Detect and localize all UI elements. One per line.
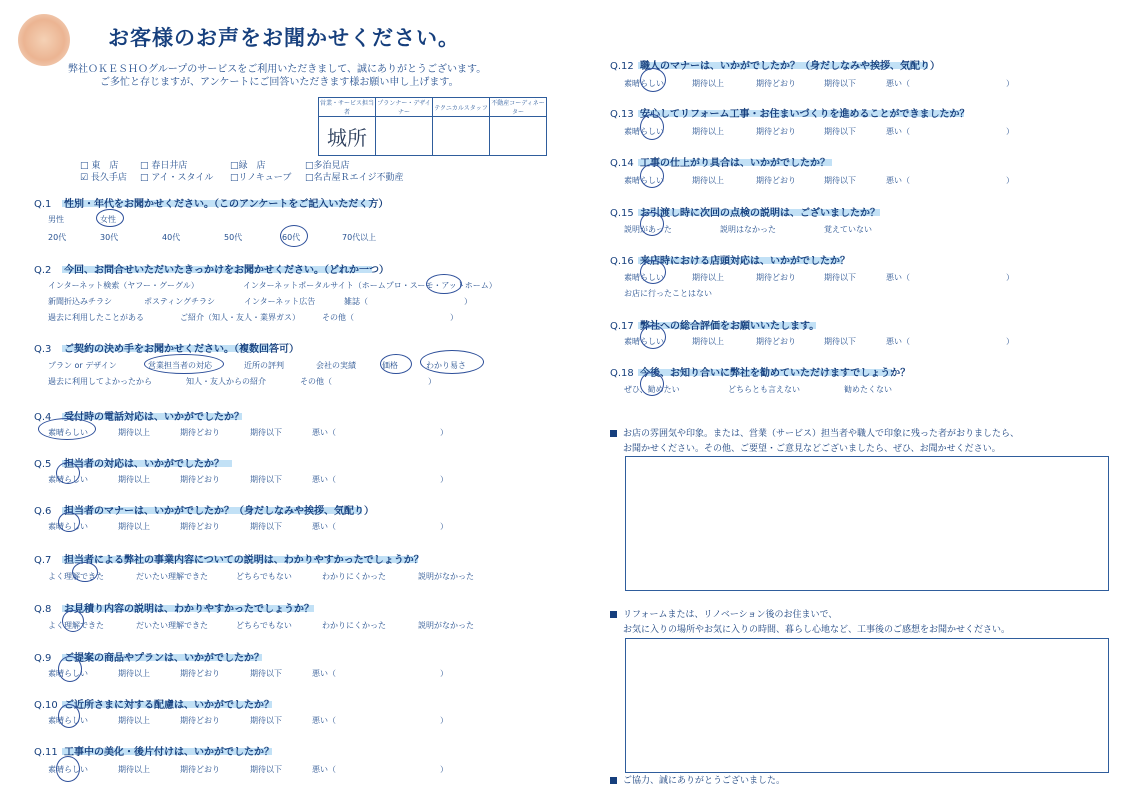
question-q7: Q.7 担当者による弊社の事業内容についての説明は、わかりやすかったでしょうか？ — [34, 555, 424, 566]
opt-expected[interactable]: 期待どおり — [180, 522, 220, 531]
q1-opt-female[interactable]: 女性 — [100, 215, 116, 224]
opt-expected[interactable]: 期待どおり — [180, 716, 220, 725]
q2-opt-other[interactable]: その他（ ） — [322, 313, 458, 322]
page-title: お客様のお声をお聞かせください。 — [108, 26, 460, 50]
opt-none[interactable]: 説明がなかった — [418, 572, 474, 581]
q1-options-age — [48, 232, 376, 243]
answer-circle — [96, 209, 124, 227]
opt-below[interactable]: 期待以下 — [250, 765, 282, 774]
opt-excellent[interactable]: 素晴らしい — [48, 428, 88, 437]
bullet-square-icon — [610, 777, 617, 784]
question-q2: Q.2 今回、お問合せいただいたきっかけをお聞かせください。（どれか一つ） — [34, 265, 389, 276]
q2-opt-referral[interactable]: ご紹介（知人・友人・業界ガス） — [180, 313, 300, 322]
opt-mostly[interactable]: だいたい理解できた — [136, 572, 208, 581]
opt-above[interactable]: 期待以上 — [118, 765, 150, 774]
answer-circle — [640, 325, 666, 349]
opt-bad[interactable]: 悪い（ ） — [312, 716, 448, 725]
q2-opt-magazine[interactable]: 雑誌（ ） — [344, 297, 472, 306]
opt-excellent[interactable]: 素晴らしい — [48, 716, 88, 725]
opt-above[interactable]: 期待以上 — [692, 79, 724, 88]
q1-opt-40s[interactable]: 40代 — [162, 233, 181, 242]
opt-bad[interactable]: 悪い（ ） — [886, 337, 1014, 346]
opt-excellent[interactable]: 素晴らしい — [624, 127, 664, 136]
q17-options — [624, 336, 1014, 347]
q3-opt-clarity[interactable]: わかり易さ — [426, 361, 466, 370]
opt-excellent[interactable]: 素晴らしい — [624, 337, 664, 346]
opt-understood[interactable]: よく理解できた — [48, 621, 104, 630]
question-q11: Q.11 工事中の美化・後片付けは、いかがでしたか？ — [34, 747, 274, 758]
answer-circle — [56, 756, 80, 782]
answer-circle — [58, 704, 80, 728]
opt-bad[interactable]: 悪い（ ） — [312, 765, 448, 774]
answer-circle — [640, 372, 664, 396]
opt-none[interactable]: 説明がなかった — [418, 621, 474, 630]
answer-circle — [640, 260, 666, 284]
staff-cell-realestate[interactable] — [490, 117, 547, 156]
q3-opt-plan[interactable]: プラン or デザイン — [48, 361, 117, 370]
free-text-1-box[interactable] — [625, 456, 1109, 591]
opt-unclear[interactable]: わかりにくかった — [322, 621, 386, 630]
opt-understood[interactable]: よく理解できた — [48, 572, 104, 581]
opt-below[interactable]: 期待以下 — [250, 716, 282, 725]
opt-excellent[interactable]: 素晴らしい — [624, 79, 664, 88]
q12-options — [624, 78, 1014, 89]
opt-recommend[interactable]: ぜひ、勧めたい — [624, 385, 680, 394]
question-q5: Q.5 担当者の対応は、いかがでしたか？ — [34, 459, 224, 470]
staff-header-realestate: 不動産コーディネーター — [490, 98, 547, 117]
opt-neither[interactable]: どちらでもない — [236, 572, 292, 581]
question-q4: Q.4 受付時の電話対応は、いかがでしたか？ — [34, 412, 244, 423]
store-higashi[interactable]: □ 東 店 — [80, 161, 119, 171]
opt-bad[interactable]: 悪い（ ） — [312, 669, 448, 678]
q7-options — [48, 571, 474, 582]
staff-cell-technical[interactable] — [433, 117, 490, 156]
q16-option-never[interactable]: お店に行ったことはない — [624, 289, 712, 298]
answer-circle — [640, 68, 666, 92]
free-text-2-prompt: リフォームまたは、リノベーション後のお住まいで、 お気に入りの場所やお気に入りの時間、暮らし心地など、工事後のご感想をお聞かせください。 — [610, 608, 1010, 638]
store-tajimi[interactable]: □多治見店 — [305, 161, 350, 171]
opt-below[interactable]: 期待以下 — [250, 428, 282, 437]
answer-circle — [58, 656, 82, 682]
opt-excellent[interactable]: 素晴らしい — [48, 475, 88, 484]
opt-unclear[interactable]: わかりにくかった — [322, 572, 386, 581]
staff-header-planner: プランナー・デザイナー — [376, 98, 433, 117]
bullet-square-icon — [610, 430, 617, 437]
q2-options-row3 — [48, 312, 458, 323]
q10-options — [48, 715, 448, 726]
question-q17: Q.17 弊社への総合評価をお願いいたします。 — [610, 321, 820, 332]
bullet-square-icon — [610, 611, 617, 618]
opt-bad[interactable]: 悪い（ ） — [312, 475, 448, 484]
q3-opt-reputation[interactable]: 近所の評判 — [244, 361, 284, 370]
opt-dont-remember[interactable]: 覚えていない — [824, 225, 872, 234]
opt-not-explained[interactable]: 説明はなかった — [720, 225, 776, 234]
opt-above[interactable]: 期待以上 — [692, 127, 724, 136]
opt-below[interactable]: 期待以下 — [250, 522, 282, 531]
staff-header-technical: テクニカルスタッフ — [433, 98, 490, 117]
store-renocube[interactable]: □リノキューブ — [230, 173, 292, 183]
answer-circle — [38, 418, 96, 440]
opt-below[interactable]: 期待以下 — [824, 273, 856, 282]
opt-expected[interactable]: 期待どおり — [756, 176, 796, 185]
opt-neutral[interactable]: どちらとも言えない — [728, 385, 800, 394]
q8-options — [48, 620, 474, 631]
answer-circle — [144, 354, 224, 374]
opt-above[interactable]: 期待以上 — [118, 716, 150, 725]
opt-above[interactable]: 期待以上 — [118, 669, 150, 678]
answer-circle — [62, 610, 84, 632]
q1-opt-30s[interactable]: 30代 — [100, 233, 119, 242]
question-q18: Q.18 今後、お知り合いに弊社を勧めていただけますでしょうか？ — [610, 368, 911, 379]
answer-circle — [380, 354, 412, 374]
question-q8: Q.8 お見積り内容の説明は、わかりやすかったでしょうか？ — [34, 604, 314, 615]
store-kasugai[interactable]: □ 春日井店 — [140, 161, 188, 171]
free-text-1-prompt: お店の雰囲気や印象。または、営業（サービス）担当者や職人で印象に残った者がおりましたら、 お聞かせください。その他、ご要望・ご意見などございましたら、ぜひ、お聞かせください。 — [610, 427, 1019, 457]
opt-excellent[interactable]: 素晴らしい — [624, 176, 664, 185]
question-q12: Q.12 職人のマナーは、いかがでしたか？（身だしなみや挨拶、気配り） — [610, 61, 940, 72]
q3-opt-past[interactable]: 過去に利用してよかったから — [48, 377, 152, 386]
answer-circle — [420, 350, 484, 374]
question-q16: Q.16 来店時における店頭対応は、いかがでしたか？ — [610, 256, 850, 267]
opt-expected[interactable]: 期待どおり — [756, 337, 796, 346]
opt-above[interactable]: 期待以上 — [692, 273, 724, 282]
q2-options-row2 — [48, 296, 472, 307]
q3-opt-record[interactable]: 会社の実績 — [316, 361, 356, 370]
q2-opt-ad[interactable]: インターネット広告 — [244, 297, 316, 306]
answer-circle — [640, 212, 664, 236]
q14-options — [624, 175, 1014, 186]
q9-options — [48, 668, 448, 679]
opt-expected[interactable]: 期待どおり — [756, 127, 796, 136]
answer-circle — [58, 512, 80, 532]
q2-opt-posting[interactable]: ポスティングチラシ — [144, 297, 216, 306]
q1-opt-50s[interactable]: 50代 — [224, 233, 243, 242]
opt-expected[interactable]: 期待どおり — [180, 475, 220, 484]
opt-bad[interactable]: 悪い（ ） — [886, 273, 1014, 282]
q3-options-row2 — [48, 376, 436, 387]
answer-circle — [640, 164, 664, 188]
opt-above[interactable]: 期待以上 — [118, 428, 150, 437]
question-q13: Q.13 安心してリフォーム工事・お住まいづくりを進めることができましたか？ — [610, 109, 970, 120]
free-text-2-box[interactable] — [625, 638, 1109, 773]
q2-opt-search[interactable]: インターネット検索（ヤフー・グーグル） — [48, 281, 199, 290]
question-q15: Q.15 お引渡し時に次回の点検の説明は、ございましたか？ — [610, 208, 880, 219]
opt-not-recommend[interactable]: 勧めたくない — [844, 385, 892, 394]
question-q10: Q.10 ご近所さまに対する配慮は、いかがでしたか？ — [34, 700, 274, 711]
store-nagoya-rage[interactable]: □名古屋Ｒエイジ不動産 — [305, 173, 404, 183]
opt-excellent[interactable]: 素晴らしい — [48, 522, 88, 531]
question-q6: Q.6 担当者のマナーは、いかがでしたか？（身だしなみや挨拶、気配り） — [34, 506, 374, 517]
opt-bad[interactable]: 悪い（ ） — [886, 79, 1014, 88]
opt-expected[interactable]: 期待どおり — [180, 765, 220, 774]
stamp-seal — [18, 14, 70, 66]
q4-options — [48, 427, 448, 438]
store-aistyle[interactable]: □ アイ・スタイル — [140, 173, 214, 183]
q2-opt-portal[interactable]: インターネットポータルサイト（ホームプロ・スーモ・アットホーム） — [243, 281, 497, 290]
opt-above[interactable]: 期待以上 — [118, 475, 150, 484]
intro-line-1: 弊社ＯＫＥＳＨＯグループのサービスをご利用いただきまして、誠にありがとうございます。 — [68, 64, 487, 75]
q1-opt-male[interactable]: 男性 — [48, 215, 64, 224]
opt-bad[interactable]: 悪い（ ） — [312, 428, 448, 437]
opt-neither[interactable]: どちらでもない — [236, 621, 292, 630]
question-q3: Q.3 ご契約の決め手をお聞かせください。（複数回答可） — [34, 344, 299, 355]
answer-circle — [280, 225, 308, 247]
q18-options — [624, 384, 892, 395]
q1-opt-70s[interactable]: 70代以上 — [342, 233, 377, 242]
opt-above[interactable]: 期待以上 — [692, 337, 724, 346]
staff-table — [318, 97, 547, 156]
opt-below[interactable]: 期待以下 — [250, 669, 282, 678]
q3-opt-sales[interactable]: 営業担当者の対応 — [148, 361, 212, 370]
q3-opt-other[interactable]: その他（ ） — [300, 377, 436, 386]
answer-circle — [426, 274, 462, 294]
staff-cell-sales[interactable] — [319, 117, 376, 156]
opt-below[interactable]: 期待以下 — [824, 79, 856, 88]
opt-below[interactable]: 期待以下 — [824, 337, 856, 346]
opt-excellent[interactable]: 素晴らしい — [48, 765, 88, 774]
staff-cell-planner[interactable] — [376, 117, 433, 156]
intro-line-2: ご多忙と存じますが、アンケートにご回答いただきます様お願い申し上げます。 — [100, 77, 459, 88]
opt-explained[interactable]: 説明があった — [624, 225, 672, 234]
answer-circle — [640, 114, 664, 140]
answer-circle — [72, 562, 98, 582]
q2-opt-newspaper[interactable]: 新聞折込みチラシ — [48, 297, 112, 306]
opt-above[interactable]: 期待以上 — [118, 522, 150, 531]
q11-options — [48, 764, 448, 775]
opt-below[interactable]: 期待以下 — [824, 176, 856, 185]
q1-opt-60s[interactable]: 60代 — [282, 233, 301, 242]
opt-bad[interactable]: 悪い（ ） — [886, 176, 1014, 185]
q3-opt-referral[interactable]: 知人・友人からの紹介 — [186, 377, 266, 386]
opt-expected[interactable]: 期待どおり — [756, 79, 796, 88]
opt-mostly[interactable]: だいたい理解できた — [136, 621, 208, 630]
store-row-2 — [80, 170, 404, 183]
opt-bad[interactable]: 悪い（ ） — [312, 522, 448, 531]
opt-excellent[interactable]: 素晴らしい — [624, 273, 664, 282]
question-q14: Q.14 工事の仕上がり具合は、いかがでしたか？ — [610, 158, 830, 169]
answer-circle — [56, 462, 80, 484]
store-midori[interactable]: □緑 店 — [230, 161, 266, 171]
opt-above[interactable]: 期待以上 — [692, 176, 724, 185]
q5-options — [48, 474, 448, 485]
opt-excellent[interactable]: 素晴らしい — [48, 669, 88, 678]
opt-expected[interactable]: 期待どおり — [180, 428, 220, 437]
q16-options — [624, 272, 1014, 283]
opt-expected[interactable]: 期待どおり — [180, 669, 220, 678]
opt-below[interactable]: 期待以下 — [824, 127, 856, 136]
q6-options — [48, 521, 448, 532]
opt-expected[interactable]: 期待どおり — [756, 273, 796, 282]
footer-thanks: ご協力、誠にありがとうございました。 — [610, 774, 785, 789]
handwritten-name: 城所 — [327, 125, 367, 150]
q13-options — [624, 126, 1014, 137]
q2-opt-past[interactable]: 過去に利用したことがある — [48, 313, 144, 322]
opt-bad[interactable]: 悪い（ ） — [886, 127, 1014, 136]
opt-below[interactable]: 期待以下 — [250, 475, 282, 484]
q3-opt-price[interactable]: 価格 — [382, 361, 398, 370]
store-nagakute[interactable]: ☑ 長久手店 — [80, 173, 127, 183]
question-q9: Q.9 ご提案の商品やプランは、いかがでしたか？ — [34, 653, 264, 664]
q1-opt-20s[interactable]: 20代 — [48, 233, 67, 242]
question-q1: Q.1 性別・年代をお聞かせください。（このアンケートをご記入いただく方） — [34, 199, 389, 210]
staff-header-sales: 営業・サービス担当者 — [319, 98, 376, 117]
